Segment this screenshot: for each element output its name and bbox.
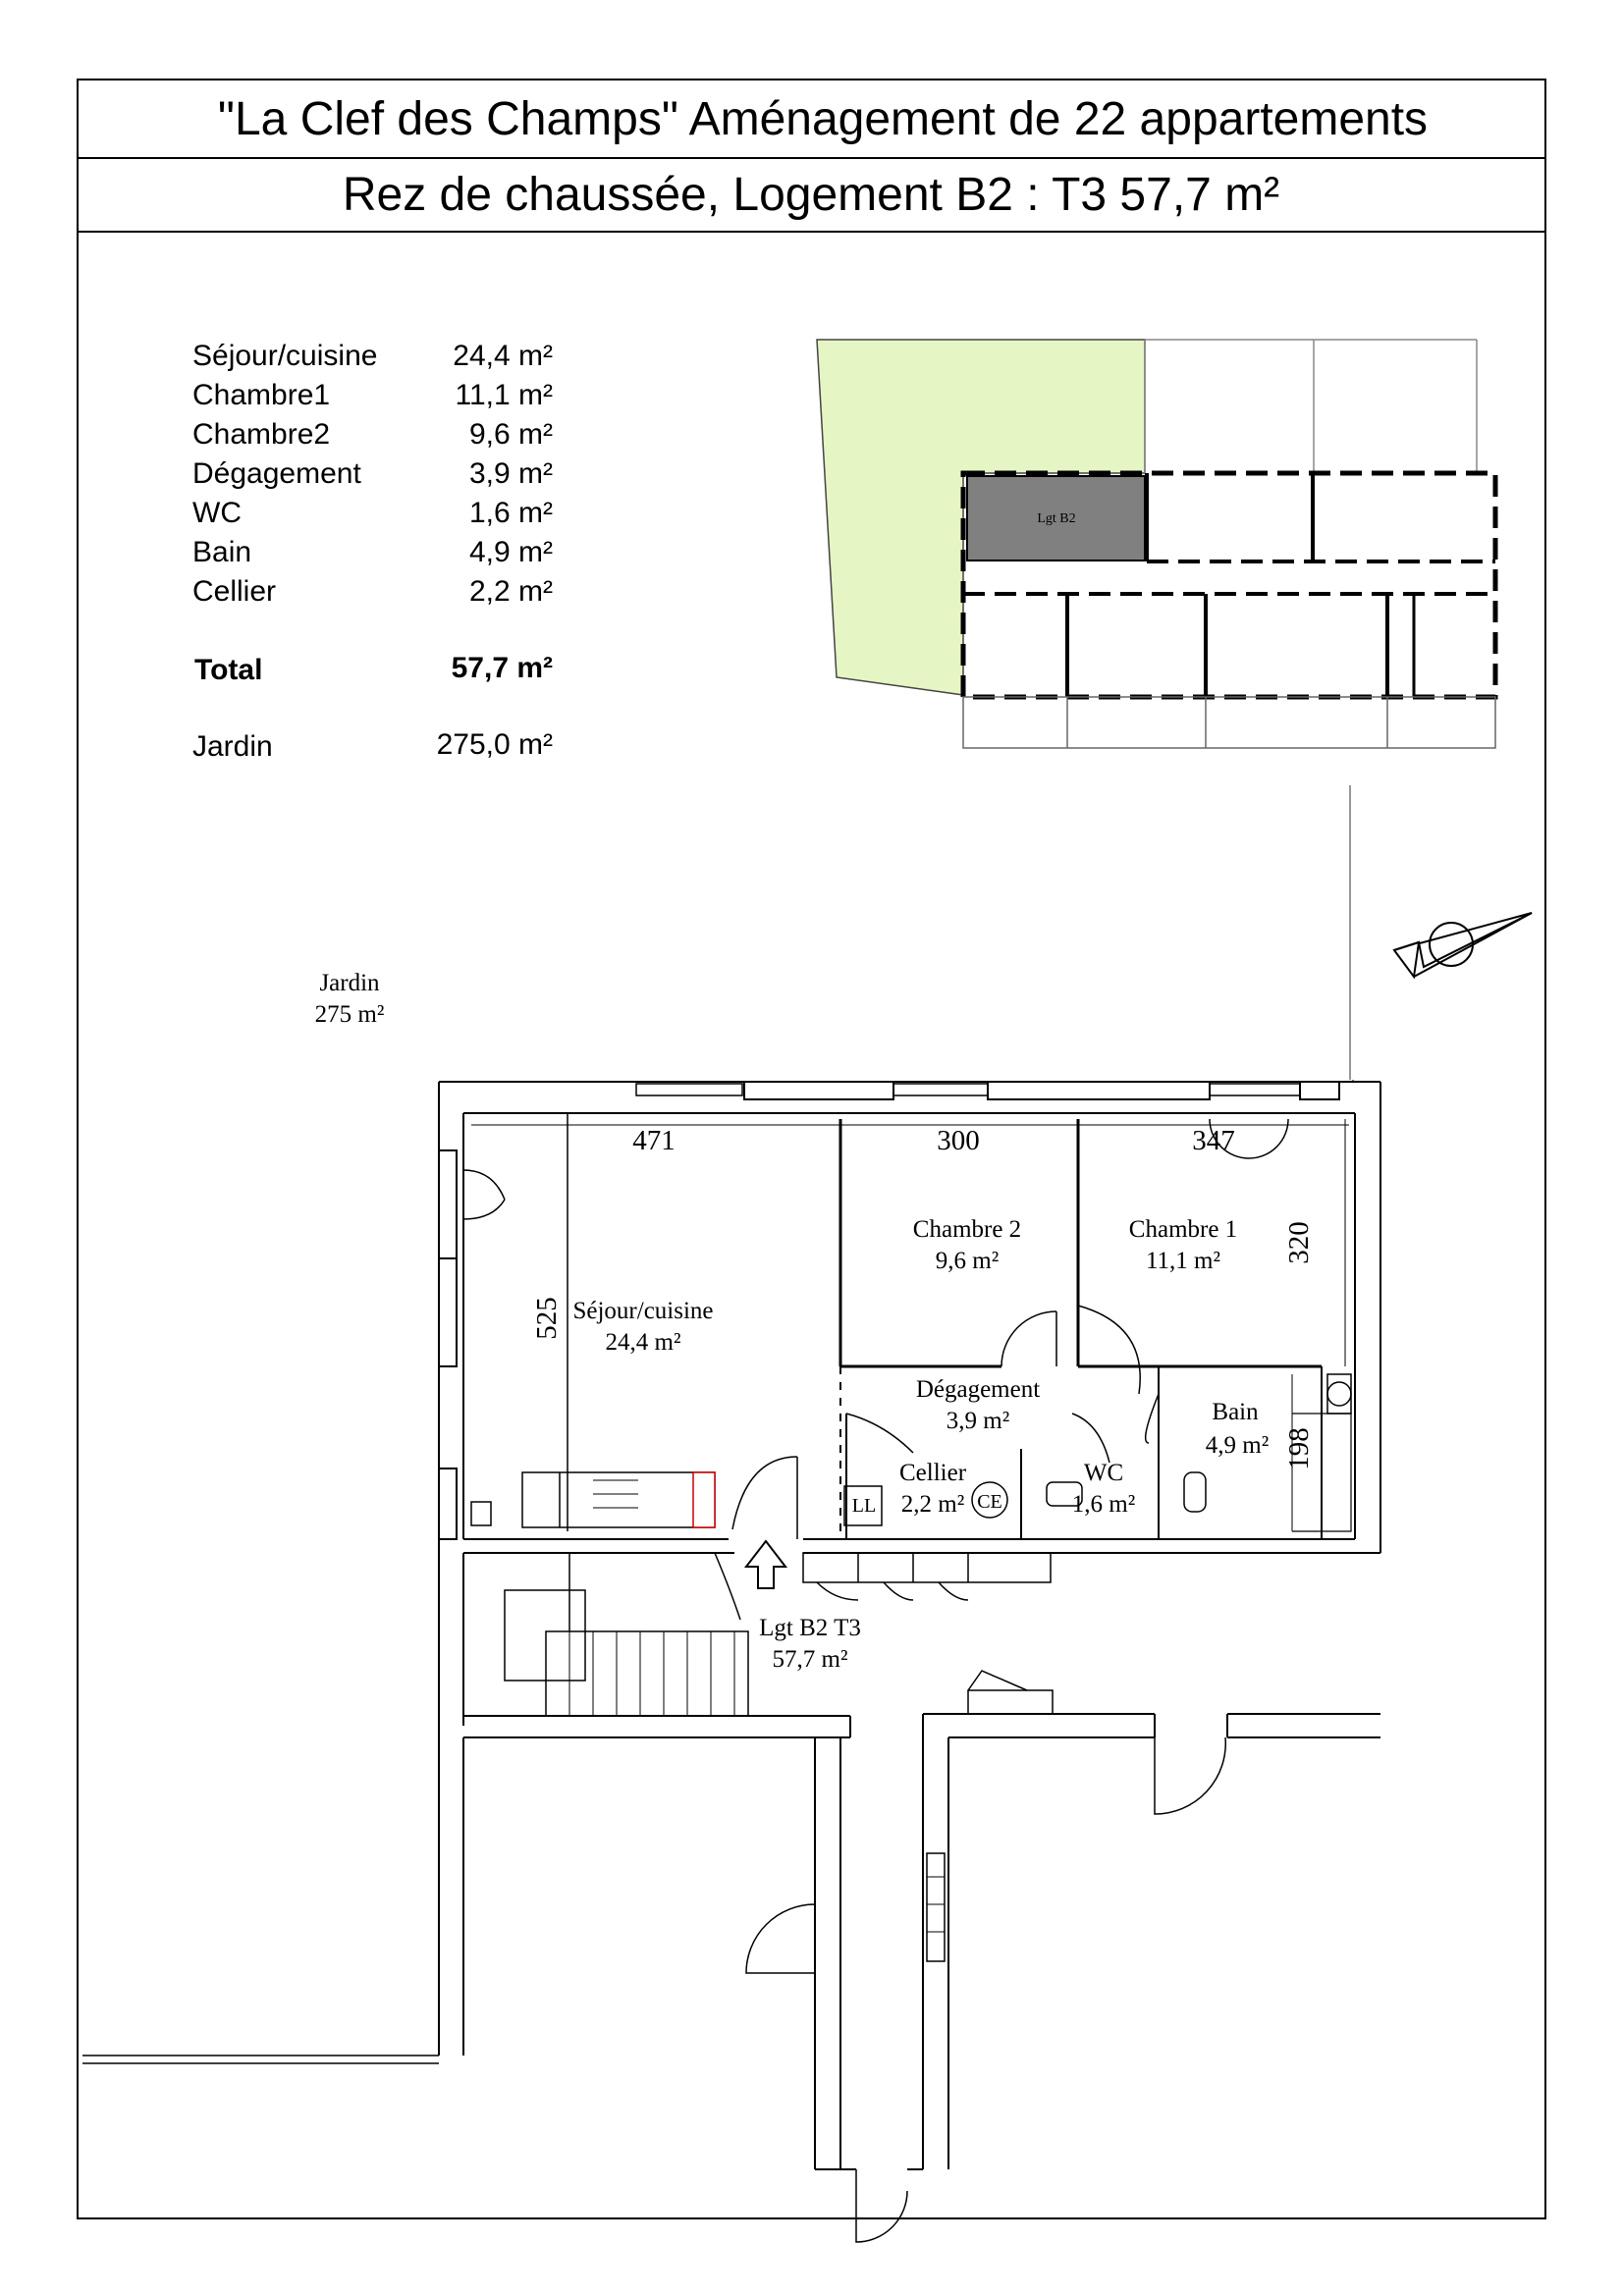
area-label-wc: WC xyxy=(192,497,242,529)
room-sejour-area: 24,4 m² xyxy=(605,1329,681,1356)
garden-area: 275 m² xyxy=(314,1001,385,1028)
area-value-degagement: 3,9 m² xyxy=(468,457,553,490)
north-arrow-icon xyxy=(1350,785,1532,1080)
area-table xyxy=(192,340,553,763)
room-cellier-area: 2,2 m² xyxy=(900,1491,965,1518)
room-degagement-name: Dégagement xyxy=(915,1376,1041,1403)
area-value-sejour: 24,4 m² xyxy=(453,340,553,372)
sheet-title: "La Clef des Champs" Aménagement de 22 appartements xyxy=(217,93,1429,145)
room-chambre2-name: Chambre 2 xyxy=(912,1216,1022,1243)
area-value-cellier: 2,2 m² xyxy=(468,575,553,608)
area-label-bain: Bain xyxy=(192,536,252,568)
entrance-arrow-icon xyxy=(746,1541,785,1588)
area-value-wc: 1,6 m² xyxy=(468,497,553,529)
sheet-subtitle: Rez de chaussée, Logement B2 : T3 57,7 m² xyxy=(342,169,1280,221)
dim-347: 347 xyxy=(1192,1125,1235,1156)
area-label-degagement: Dégagement xyxy=(192,457,361,490)
total-value: 57,7 m² xyxy=(451,652,553,684)
total-label: Total xyxy=(194,654,263,686)
garden-label: Jardin xyxy=(192,730,273,763)
area-label-sejour: Séjour/cuisine xyxy=(192,340,378,372)
room-wc-name: WC xyxy=(1083,1460,1124,1486)
unit-name: Lgt B2 T3 xyxy=(759,1615,861,1641)
dim-471: 471 xyxy=(632,1125,676,1156)
area-label-cellier: Cellier xyxy=(192,575,277,608)
garden-name: Jardin xyxy=(319,970,380,996)
fixture-ce: CE xyxy=(977,1491,1002,1513)
room-chambre1-name: Chambre 1 xyxy=(1128,1216,1238,1243)
room-chambre2-area: 9,6 m² xyxy=(935,1248,1000,1274)
key-plan-unit-label: Lgt B2 xyxy=(1037,511,1076,526)
room-sejour-name: Séjour/cuisine xyxy=(572,1298,714,1324)
area-label-chambre2: Chambre2 xyxy=(192,418,331,451)
fixture-ll: LL xyxy=(851,1495,877,1517)
room-wc-area: 1,6 m² xyxy=(1071,1491,1136,1518)
dim-198: 198 xyxy=(1283,1427,1315,1470)
room-degagement-area: 3,9 m² xyxy=(946,1408,1010,1434)
dim-525: 525 xyxy=(531,1297,563,1340)
dim-320: 320 xyxy=(1283,1221,1315,1264)
room-bain-name: Bain xyxy=(1212,1399,1259,1425)
key-plan xyxy=(817,340,1495,748)
dim-300: 300 xyxy=(937,1125,980,1156)
plan-labels xyxy=(315,970,1315,1673)
room-cellier-name: Cellier xyxy=(898,1460,967,1486)
area-label-chambre1: Chambre1 xyxy=(192,379,331,411)
area-value-bain: 4,9 m² xyxy=(468,536,553,568)
area-value-chambre2: 9,6 m² xyxy=(468,418,553,451)
area-value-chambre1: 11,1 m² xyxy=(455,379,553,411)
garden-value: 275,0 m² xyxy=(436,728,553,761)
room-bain-area: 4,9 m² xyxy=(1205,1432,1270,1459)
room-chambre1-area: 11,1 m² xyxy=(1145,1248,1221,1274)
unit-area: 57,7 m² xyxy=(772,1646,848,1673)
